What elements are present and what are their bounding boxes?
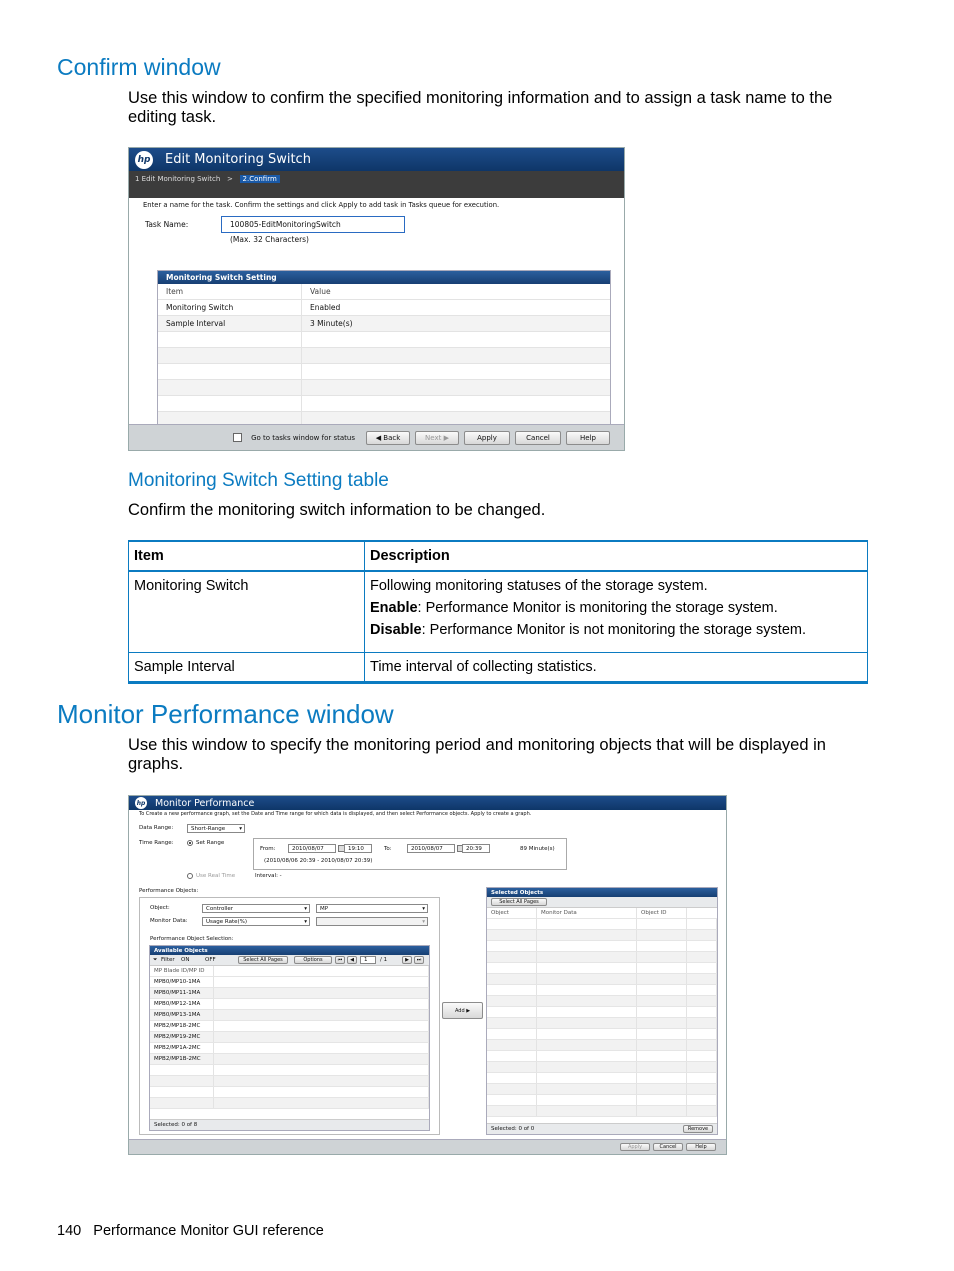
table-row [158,316,610,332]
mp-id: MPB0/MP11-1MA [150,988,214,998]
doc-table-row [129,571,868,653]
object-sub-select[interactable] [316,904,428,913]
to-time-input[interactable]: 20:39 [462,844,490,853]
section-heading-monitor-performance: Monitor Performance window [57,699,394,729]
table-row [158,332,610,348]
chevron-down-icon: ▾ [422,905,425,912]
available-objects-table [149,945,430,1131]
from-time-input[interactable]: 19:10 [344,844,372,853]
filter-icon[interactable]: ⏷ [153,957,158,963]
range-note: (2010/08/06 20:39 - 2010/08/07 20:39) [264,858,373,864]
use-realtime-radio[interactable] [187,873,193,879]
desc-line: Following monitoring statuses of the storage system. [370,578,708,594]
performance-objects-label: Performance Objects: [139,888,199,894]
task-name-label: Task Name: [145,220,189,229]
set-range-radio[interactable] [187,840,193,846]
doc-row-item: Sample Interval [129,653,365,683]
cancel-button[interactable]: Cancel [515,431,561,445]
goto-tasks-label: Go to tasks window for status [251,433,355,442]
term-enable: Enable [370,600,418,616]
list-item [487,985,717,996]
list-item [487,1029,717,1040]
instruction-text: Enter a name for the task. Confirm the settings and click Apply to add task in Tasks queue for execution. [143,201,500,209]
hp-logo-icon: hp [135,151,153,169]
subsection-heading-mss: Monitoring Switch Setting table [128,470,389,491]
table-row [158,300,610,316]
col-object-id: Object ID [637,908,687,918]
available-objects-title: Available Objects [150,946,429,955]
list-item[interactable] [150,1032,429,1043]
mss-intro: Confirm the monitoring switch information to be changed. [128,501,546,519]
breadcrumb-step-2: 2.Confirm [240,175,280,183]
page-footer [57,1223,324,1239]
cancel-button[interactable]: Cancel [653,1143,683,1151]
table-row [158,380,610,396]
term-disable: Disable [370,622,422,638]
select-all-pages-right-button[interactable]: Select All Pages [491,898,547,906]
last-page-icon[interactable]: ⏭ [414,956,424,964]
time-range-label: Time Range: [139,840,174,846]
options-button[interactable]: Options [294,956,332,964]
help-button[interactable]: Help [686,1143,716,1151]
available-toolbar [150,955,429,966]
row-value: Enabled [310,303,341,312]
instruction-text: To Create a new performance graph, set the Date and Time range for which data is displayed, and then select Performance objects. Apply to create a graph. [139,811,532,817]
list-item [150,1076,429,1087]
list-header [487,908,717,919]
window-title-bar [129,148,624,171]
filter-on[interactable]: ON [181,957,190,963]
page-count: / 1 [380,957,388,963]
task-name-hint: (Max. 32 Characters) [230,235,309,244]
edit-monitoring-switch-screenshot [128,147,625,451]
list-item [487,1084,717,1095]
window-footer [129,1139,726,1154]
task-name-input[interactable]: 100805-EditMonitoringSwitch [221,216,405,233]
doc-table-header [129,541,868,571]
list-item[interactable] [150,1043,429,1054]
row-item: Sample Interval [158,316,302,331]
help-button[interactable]: Help [566,431,610,445]
list-item[interactable] [150,999,429,1010]
set-range-radio-group[interactable] [187,840,224,846]
window-title: Monitor Performance [155,797,255,809]
list-item [487,1018,717,1029]
list-item[interactable] [150,1010,429,1021]
object-value: Controller [206,905,234,912]
table-title: Monitoring Switch Setting [158,271,610,284]
monitor-data-value: Usage Rate(%) [206,918,248,925]
object-selection-label: Performance Object Selection: [150,936,234,942]
list-item [487,974,717,985]
filter-off[interactable]: OFF [205,957,216,963]
selected-count-right: Selected: 0 of 0 [491,1126,535,1132]
selected-count-left: Selected: 0 of 8 [150,1119,429,1130]
interval-readout: Interval: - [255,873,282,879]
data-range-value: Short-Range [191,825,226,832]
table-row [158,348,610,364]
list-item [487,1073,717,1084]
monitor-data-select[interactable] [202,917,310,926]
prev-page-icon[interactable]: ◀ [347,956,357,964]
monitoring-switch-setting-doc-table [128,540,868,684]
remove-button[interactable]: Remove [683,1125,713,1133]
page-number: 140 [57,1223,82,1239]
filter-label: Filter [161,957,175,963]
next-page-icon[interactable]: ▶ [402,956,412,964]
add-button[interactable]: Add ▶ [442,1002,483,1019]
table-header-row [158,284,610,300]
monitoring-switch-setting-table [157,270,611,440]
list-item[interactable] [150,1054,429,1065]
breadcrumb-separator: > [226,175,233,183]
next-button[interactable]: Next ▶ [415,431,459,445]
list-item [150,1087,429,1098]
row-item: Monitoring Switch [158,300,302,315]
mp-id: MPB2/MP18-2MC [150,1021,214,1031]
section-heading-confirm: Confirm window [57,54,221,80]
to-date-input[interactable]: 2010/08/07 [407,844,455,853]
mp-id: MPB2/MP19-2MC [150,1032,214,1042]
monitor-data-sub-select[interactable] [316,917,428,926]
mp-id: MPB0/MP10-1MA [150,977,214,987]
list-item[interactable] [150,1021,429,1032]
disable-text: : Performance Monitor is not monitoring the storage system. [421,622,807,638]
first-page-icon[interactable]: ⏮ [335,956,345,964]
apply-button[interactable]: Apply [464,431,510,445]
monitor-performance-screenshot [128,795,727,1155]
list-header [150,966,429,977]
to-label: To: [384,846,392,852]
window-title: Edit Monitoring Switch [165,152,311,167]
col-object: Object [487,908,537,918]
wizard-body [129,198,624,424]
mp-id: MPB2/MP1B-2MC [150,1054,214,1064]
monperf-intro: Use this window to specify the monitoring period and monitoring objects that will be displayed in graphs. [128,736,826,773]
from-label: From: [260,846,276,852]
goto-tasks-checkbox[interactable] [233,433,242,442]
wizard-breadcrumb [129,171,624,198]
breadcrumb-step-1[interactable]: 1 Edit Monitoring Switch [135,175,221,183]
list-item [487,1051,717,1062]
list-item [150,1098,429,1109]
minutes-readout: 89 Minute(s) [520,846,555,852]
table-row [158,364,610,380]
footer-text: Performance Monitor GUI reference [93,1223,324,1239]
apply-button[interactable]: Apply [620,1143,650,1151]
selected-right-footer [487,1123,717,1134]
list-item [487,1095,717,1106]
object-label: Object: [150,905,170,911]
time-range-box [253,838,567,870]
back-button[interactable]: ◀ Back [366,431,410,445]
list-item [487,996,717,1007]
list-item [150,1065,429,1076]
list-item [487,1062,717,1073]
selected-toolbar [487,897,717,908]
enable-text: : Performance Monitor is monitoring the storage system. [417,600,778,616]
chevron-down-icon: ▾ [304,918,307,925]
row-value: 3 Minute(s) [310,319,353,328]
desc-line-enable [370,600,862,616]
doc-col-description: Description [365,541,868,571]
set-range-label: Set Range [196,840,225,846]
use-realtime-label: Use Real Time [196,873,236,879]
data-range-select[interactable] [187,824,245,833]
col-header-item: Item [158,284,302,299]
window-title-bar [129,796,726,810]
list-item[interactable] [150,977,429,988]
performance-objects-pane [139,897,440,1135]
list-item [487,1040,717,1051]
from-date-input[interactable]: 2010/08/07 [288,844,336,853]
desc-line-disable [370,622,862,638]
list-item [487,1007,717,1018]
doc-row-description [365,571,868,653]
doc-table-row [129,653,868,683]
mp-id: MPB0/MP12-1MA [150,999,214,1009]
list-item[interactable] [150,988,429,999]
col-header-value: Value [310,287,331,296]
selected-objects-table [486,887,718,1135]
list-item [487,930,717,941]
hp-logo-icon: hp [135,797,147,809]
use-realtime-radio-group[interactable] [187,873,235,879]
col-monitor-data: Monitor Data [537,908,637,918]
mp-id: MPB0/MP13-1MA [150,1010,214,1020]
col-mp-id: MP Blade ID/MP ID [150,966,214,976]
doc-col-item: Item [129,541,365,571]
chevron-down-icon: ▾ [422,918,425,925]
select-all-pages-button[interactable]: Select All Pages [238,956,288,964]
object-sub-value: MP [320,905,329,912]
data-range-label: Data Range: [139,825,174,831]
confirm-intro: Use this window to confirm the specified monitoring information and to assign a task name to the editing task. [128,89,833,126]
list-item [487,963,717,974]
chevron-down-icon: ▾ [239,825,242,832]
doc-row-item: Monitoring Switch [129,571,365,653]
object-select[interactable] [202,904,310,913]
doc-row-description: Time interval of collecting statistics. [365,653,868,683]
list-item [487,941,717,952]
list-item [487,1106,717,1117]
chevron-down-icon: ▾ [304,905,307,912]
table-row [158,396,610,412]
mp-id: MPB2/MP1A-2MC [150,1043,214,1053]
list-item [487,919,717,930]
wizard-footer [129,424,624,450]
monitor-data-label: Monitor Data: [150,918,188,924]
selected-objects-title: Selected Objects [487,888,717,897]
page-number-input[interactable]: 1 [360,956,376,964]
list-item [487,952,717,963]
